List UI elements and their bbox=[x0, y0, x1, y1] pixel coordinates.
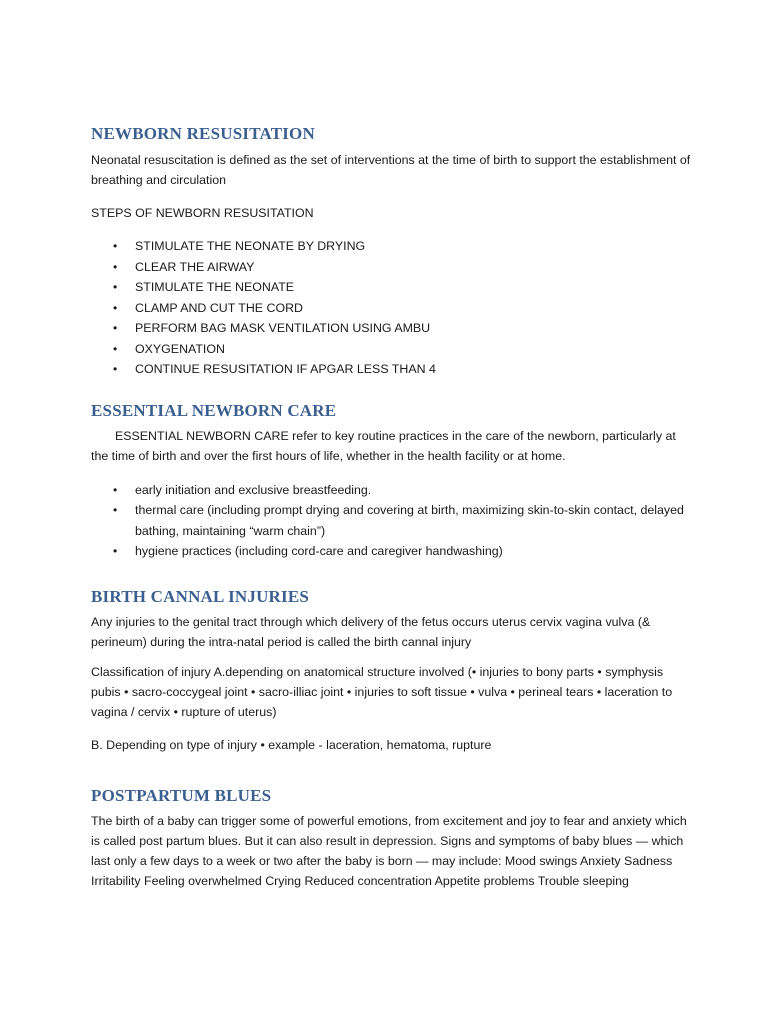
bullet-icon: • bbox=[113, 280, 118, 294]
injury-classification: Classification of injury A.depending on anatomical structure involved (• injuries to bony parts • symphysis pubis • sacro-coccygeal joint • sacro-illiac joint • injuries to soft tissue • vulva • perineal tears • laceration to vagina / cervix • rupture of uterus) bbox=[91, 664, 673, 719]
bullet-icon: • bbox=[113, 321, 118, 335]
list-item bbox=[91, 500, 691, 541]
list-item bbox=[91, 541, 691, 562]
list-item-text: PERFORM BAG MASK VENTILATION USING AMBU bbox=[135, 321, 431, 335]
bullet-icon: • bbox=[113, 259, 118, 274]
list-item bbox=[91, 359, 691, 380]
list-item-text: early initiation and exclusive breastfeeding. bbox=[135, 482, 372, 497]
list-item-text: CLAMP AND CUT THE CORD bbox=[135, 300, 303, 315]
bullet-icon: • bbox=[113, 362, 118, 376]
bullet-icon: • bbox=[113, 300, 118, 315]
bullet-icon: • bbox=[113, 239, 118, 253]
document-page bbox=[91, 122, 691, 891]
bullet-icon: • bbox=[113, 341, 118, 356]
list-item-text: hygiene practices (including cord-care and caregiver handwashing) bbox=[135, 544, 503, 558]
list-item-text: STIMULATE THE NEONATE BY DRYING bbox=[135, 239, 366, 253]
list-item-text: thermal care (including prompt drying and covering at birth, maximizing skin-to-skin contact, delayed bathing, maintaining “warm chain”) bbox=[135, 503, 684, 538]
list-item bbox=[91, 236, 691, 257]
steps-title: STEPS OF NEWBORN RESUSITATION bbox=[91, 206, 314, 220]
section-title-newborn-resusitation: NEWBORN RESUSITATION bbox=[91, 124, 315, 143]
list-item bbox=[91, 298, 691, 319]
list-item-text: OXYGENATION bbox=[135, 341, 225, 356]
section-body-postpartum-blues: The birth of a baby can trigger some of powerful emotions, from excitement and joy to fear and anxiety which is called post partum blues. But it can also result in depression. Signs and symptoms of baby blues — which last only a few days to a week or two after the baby is born — may include: Mood swings Anxiety Sadness Irritability Feeling overwhelmed Crying Reduced concentration Appetite problems Trouble sleeping bbox=[91, 813, 687, 888]
section-title-postpartum-blues: POSTPARTUM BLUES bbox=[91, 785, 272, 805]
section-title-birth-cannal-injuries: BIRTH CANNAL INJURIES bbox=[91, 586, 310, 606]
list-item-text: CONTINUE RESUSITATION IF APGAR LESS THAN 4 bbox=[135, 362, 436, 376]
section-body-newborn-resusitation: Neonatal resuscitation is defined as the set of interventions at the time of birth to support the establishment of breathing and circulation bbox=[91, 153, 691, 187]
section-body-birth-cannal-injuries: Any injuries to the genital tract through which delivery of the fetus occurs uterus cervix vagina vulva (& perineum) during the intra-natal period is called the birth cannal injury bbox=[91, 614, 651, 649]
list-item bbox=[91, 339, 691, 360]
steps-list bbox=[91, 236, 691, 380]
list-item bbox=[91, 257, 691, 278]
care-list bbox=[91, 480, 691, 562]
section-body-essential-newborn-care: ESSENTIAL NEWBORN CARE refer to key routine practices in the care of the newborn, particularly at the time of birth and over the first hours of life, whether in the health facility or at home. bbox=[91, 428, 676, 463]
list-item-text: STIMULATE THE NEONATE bbox=[135, 280, 295, 294]
list-item bbox=[91, 318, 691, 339]
section-title-essential-newborn-care: ESSENTIAL NEWBORN CARE bbox=[91, 400, 337, 420]
list-item-text: CLEAR THE AIRWAY bbox=[135, 259, 255, 274]
list-item bbox=[91, 480, 691, 501]
bullet-icon: • bbox=[113, 482, 118, 497]
bullet-icon: • bbox=[113, 544, 118, 558]
list-item bbox=[91, 277, 691, 298]
injury-type-b: B. Depending on type of injury • example - laceration, hematoma, rupture bbox=[91, 737, 492, 752]
bullet-icon: • bbox=[113, 503, 118, 517]
